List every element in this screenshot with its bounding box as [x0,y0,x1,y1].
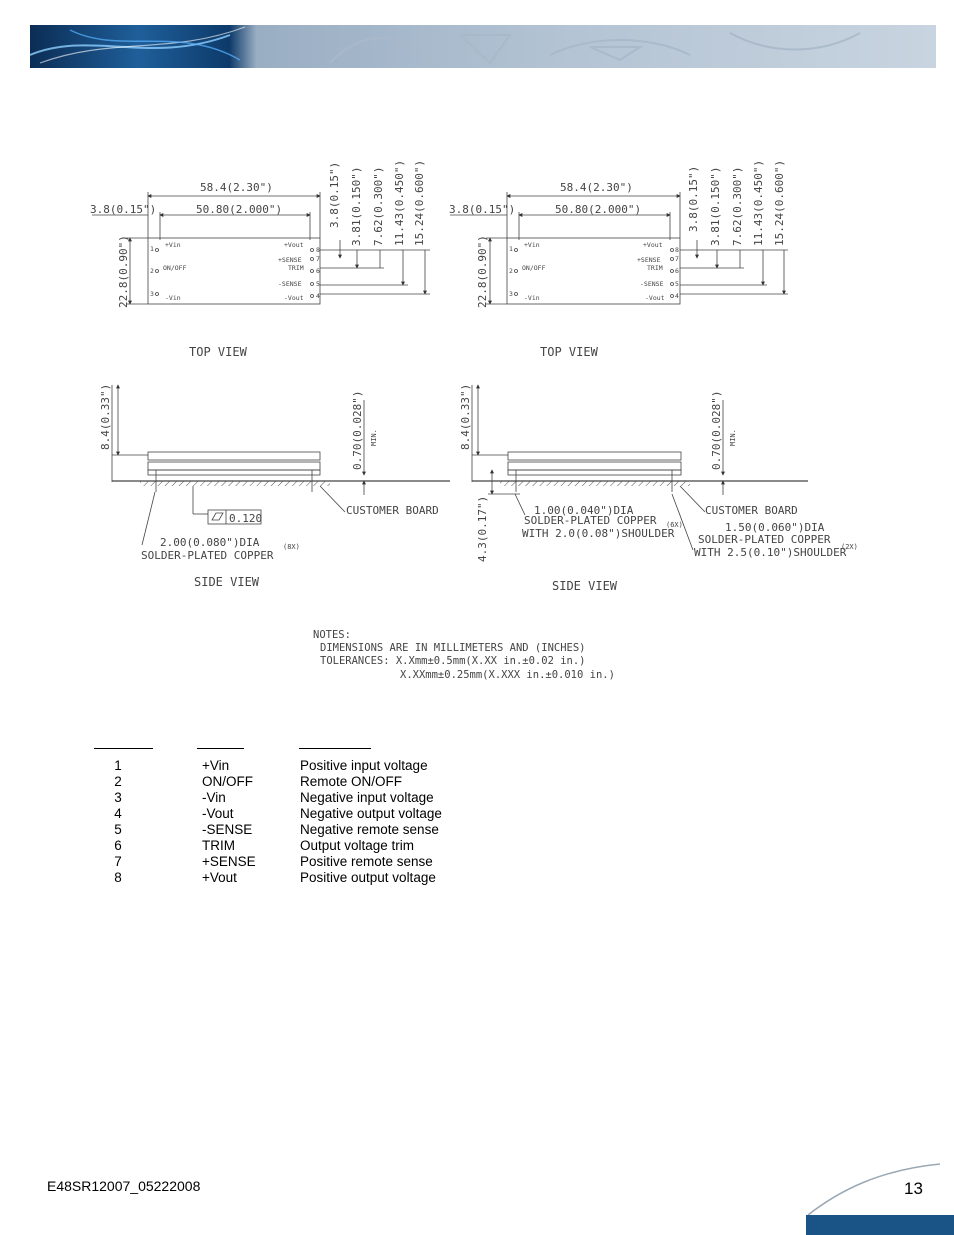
tvl-pin-num: 1 [150,245,154,253]
pin-name: -Vout [202,806,234,821]
svr-pin2-material: SOLDER-PLATED COPPER [698,533,831,546]
svr-standoff-note: MIN. [729,429,737,446]
tvl-pin-span: 50.80(2.000") [196,203,283,216]
tvr-pin-label: +SENSE [637,256,661,264]
pin-function: Negative output voltage [300,806,442,821]
tvl-pin-label: TRIM [288,264,304,272]
tvl-title: TOP VIEW [189,345,247,359]
svr-pin1-shoulder: WITH 2.0(0.08")SHOULDER [522,527,675,540]
tvr-height: 22.8(0.90") [476,235,489,308]
tvl-right-dim-2: 3.81(0.150") [350,166,363,246]
tvr-pin-label: ON/OFF [522,264,546,272]
tvr-pin-label: TRIM [647,264,663,272]
tvr-pin-label: +Vout [643,241,663,249]
tvr-pin-label: -Vout [645,294,665,302]
tvl-pin-num: 2 [150,267,154,275]
tvr-right-dim-1: 3.8(0.15") [687,165,700,232]
pin-function: Positive input voltage [300,758,428,773]
document-code: E48SR12007_05222008 [47,1178,201,1194]
pin-number: 4 [114,806,122,821]
svr-board-label: CUSTOMER BOARD [705,504,798,517]
pin-number: 1 [114,758,122,773]
pin-name: TRIM [202,838,235,853]
pin-function: Positive output voltage [300,870,436,885]
svr-pin-length: 4.3(0.17") [476,495,489,562]
tvl-right-dim-5: 15.24(0.600") [413,159,426,246]
name-col-header-rule [197,748,244,751]
svl-standoff: 0.70(0.028") [351,390,364,470]
svr-pin1-dia: 1.00(0.040")DIA [534,504,634,517]
svl-pin-dia: 2.00(0.080")DIA [160,536,260,549]
svl-flatness: 0.120 [229,512,263,525]
svr-standoff: 0.70(0.028") [710,390,723,470]
tvr-pin-num: 4 [675,292,679,300]
pin-function: Negative input voltage [300,790,434,805]
pin-name: +SENSE [202,854,256,869]
tvr-right-dim-3: 7.62(0.300") [731,166,744,246]
tvl-height: 22.8(0.90") [117,235,130,308]
pin-number: 8 [114,870,122,885]
tvr-pin-num: 2 [509,267,513,275]
svr-pin1-count: (6X) [666,521,683,529]
svl-pin-material: SOLDER-PLATED COPPER [141,549,274,562]
pin-number: 3 [114,790,122,805]
tvl-pin-label: +Vout [284,241,304,249]
pin-name: +Vin [202,758,230,773]
svr-pin1-material: SOLDER-PLATED COPPER [524,514,657,527]
svl-height: 8.4(0.33") [99,383,112,450]
page-number: 13 [904,1179,923,1198]
pin-number: 7 [114,854,122,869]
tvl-pin-num: 3 [150,290,154,298]
svr-pin2-count: (2X) [841,543,858,551]
pin-function: Positive remote sense [300,854,433,869]
tvl-pin-num: 6 [316,267,320,275]
tvl-right-dim-3: 7.62(0.300") [372,166,385,246]
tvl-pin-label: +Vin [165,241,181,249]
tvl-pin-label: -SENSE [278,280,302,288]
tvr-pin-span: 50.80(2.000") [555,203,642,216]
side-view-left [112,385,450,545]
pin-number: 5 [114,822,122,837]
tvl-right-dim-4: 11.43(0.450") [393,159,406,246]
notes-line-3: X.XXmm±0.25mm(X.XXX in.±0.010 in.) [400,669,615,681]
tvr-right-dim-5: 15.24(0.600") [773,159,786,246]
pin-number: 2 [114,774,122,789]
svl-pin-count: (8X) [283,543,300,551]
svl-title: SIDE VIEW [194,575,260,589]
pin-col-header-rule [94,748,153,751]
tvl-pin-label: -Vin [165,294,181,302]
tvr-pin-num: 6 [675,267,679,275]
tvr-right-dim-2: 3.81(0.150") [709,166,722,246]
svl-board-label: CUSTOMER BOARD [346,504,439,517]
tvr-pin-num: 8 [675,246,679,254]
tvl-right-dim-1: 3.8(0.15") [328,161,341,228]
tvl-pin-num: 4 [316,292,320,300]
svr-height: 8.4(0.33") [459,383,472,450]
tvr-pin-num: 1 [509,245,513,253]
pin-name: -Vin [202,790,226,805]
pin-function: Output voltage trim [300,838,415,853]
footer-swoosh-graphic [800,1160,954,1216]
tvr-width-overall: 58.4(2.30") [560,181,633,194]
tvr-pin-label: +Vin [524,241,540,249]
tvr-pin-num: 5 [675,280,679,288]
pin-name: +Vout [202,870,237,885]
tvr-right-dim-4: 11.43(0.450") [752,159,765,246]
pin-name: ON/OFF [202,774,253,789]
pin-number: 6 [114,838,122,853]
tvl-pin-num: 5 [316,280,320,288]
function-col-header-rule [299,748,371,751]
tvr-pin-label: -Vin [524,294,540,302]
svr-pin2-dia: 1.50(0.060")DIA [725,521,825,534]
tvr-edge-offset: 3.8(0.15") [449,203,516,216]
svl-standoff-note: MIN. [370,429,378,446]
drawing-notes [313,629,615,681]
notes-heading: NOTES: [313,629,351,641]
pin-name: -SENSE [202,822,253,837]
tvl-pin-num: 7 [316,255,320,263]
tvl-pin-label: -Vout [284,294,304,302]
footer-bar [806,1215,954,1235]
tvl-pin-num: 8 [316,246,320,254]
tvr-pin-num: 3 [509,290,513,298]
notes-line-2: TOLERANCES: X.Xmm±0.5mm(X.XX in.±0.02 in.) [320,655,586,667]
pin-function: Negative remote sense [300,822,439,837]
svr-title: SIDE VIEW [552,579,618,593]
notes-line-1: DIMENSIONS ARE IN MILLIMETERS AND (INCHES) [320,642,586,654]
tvr-pin-num: 7 [675,255,679,263]
pin-function: Remote ON/OFF [300,774,403,789]
tvl-pin-label: +SENSE [278,256,302,264]
tvl-width-overall: 58.4(2.30") [200,181,273,194]
tvl-edge-offset: 3.8(0.15") [90,203,157,216]
tvl-pin-label: ON/OFF [163,264,187,272]
tvr-title: TOP VIEW [540,345,598,359]
tvr-pin-label: -SENSE [640,280,664,288]
svr-pin2-shoulder: WITH 2.5(0.10")SHOULDER [694,546,847,559]
